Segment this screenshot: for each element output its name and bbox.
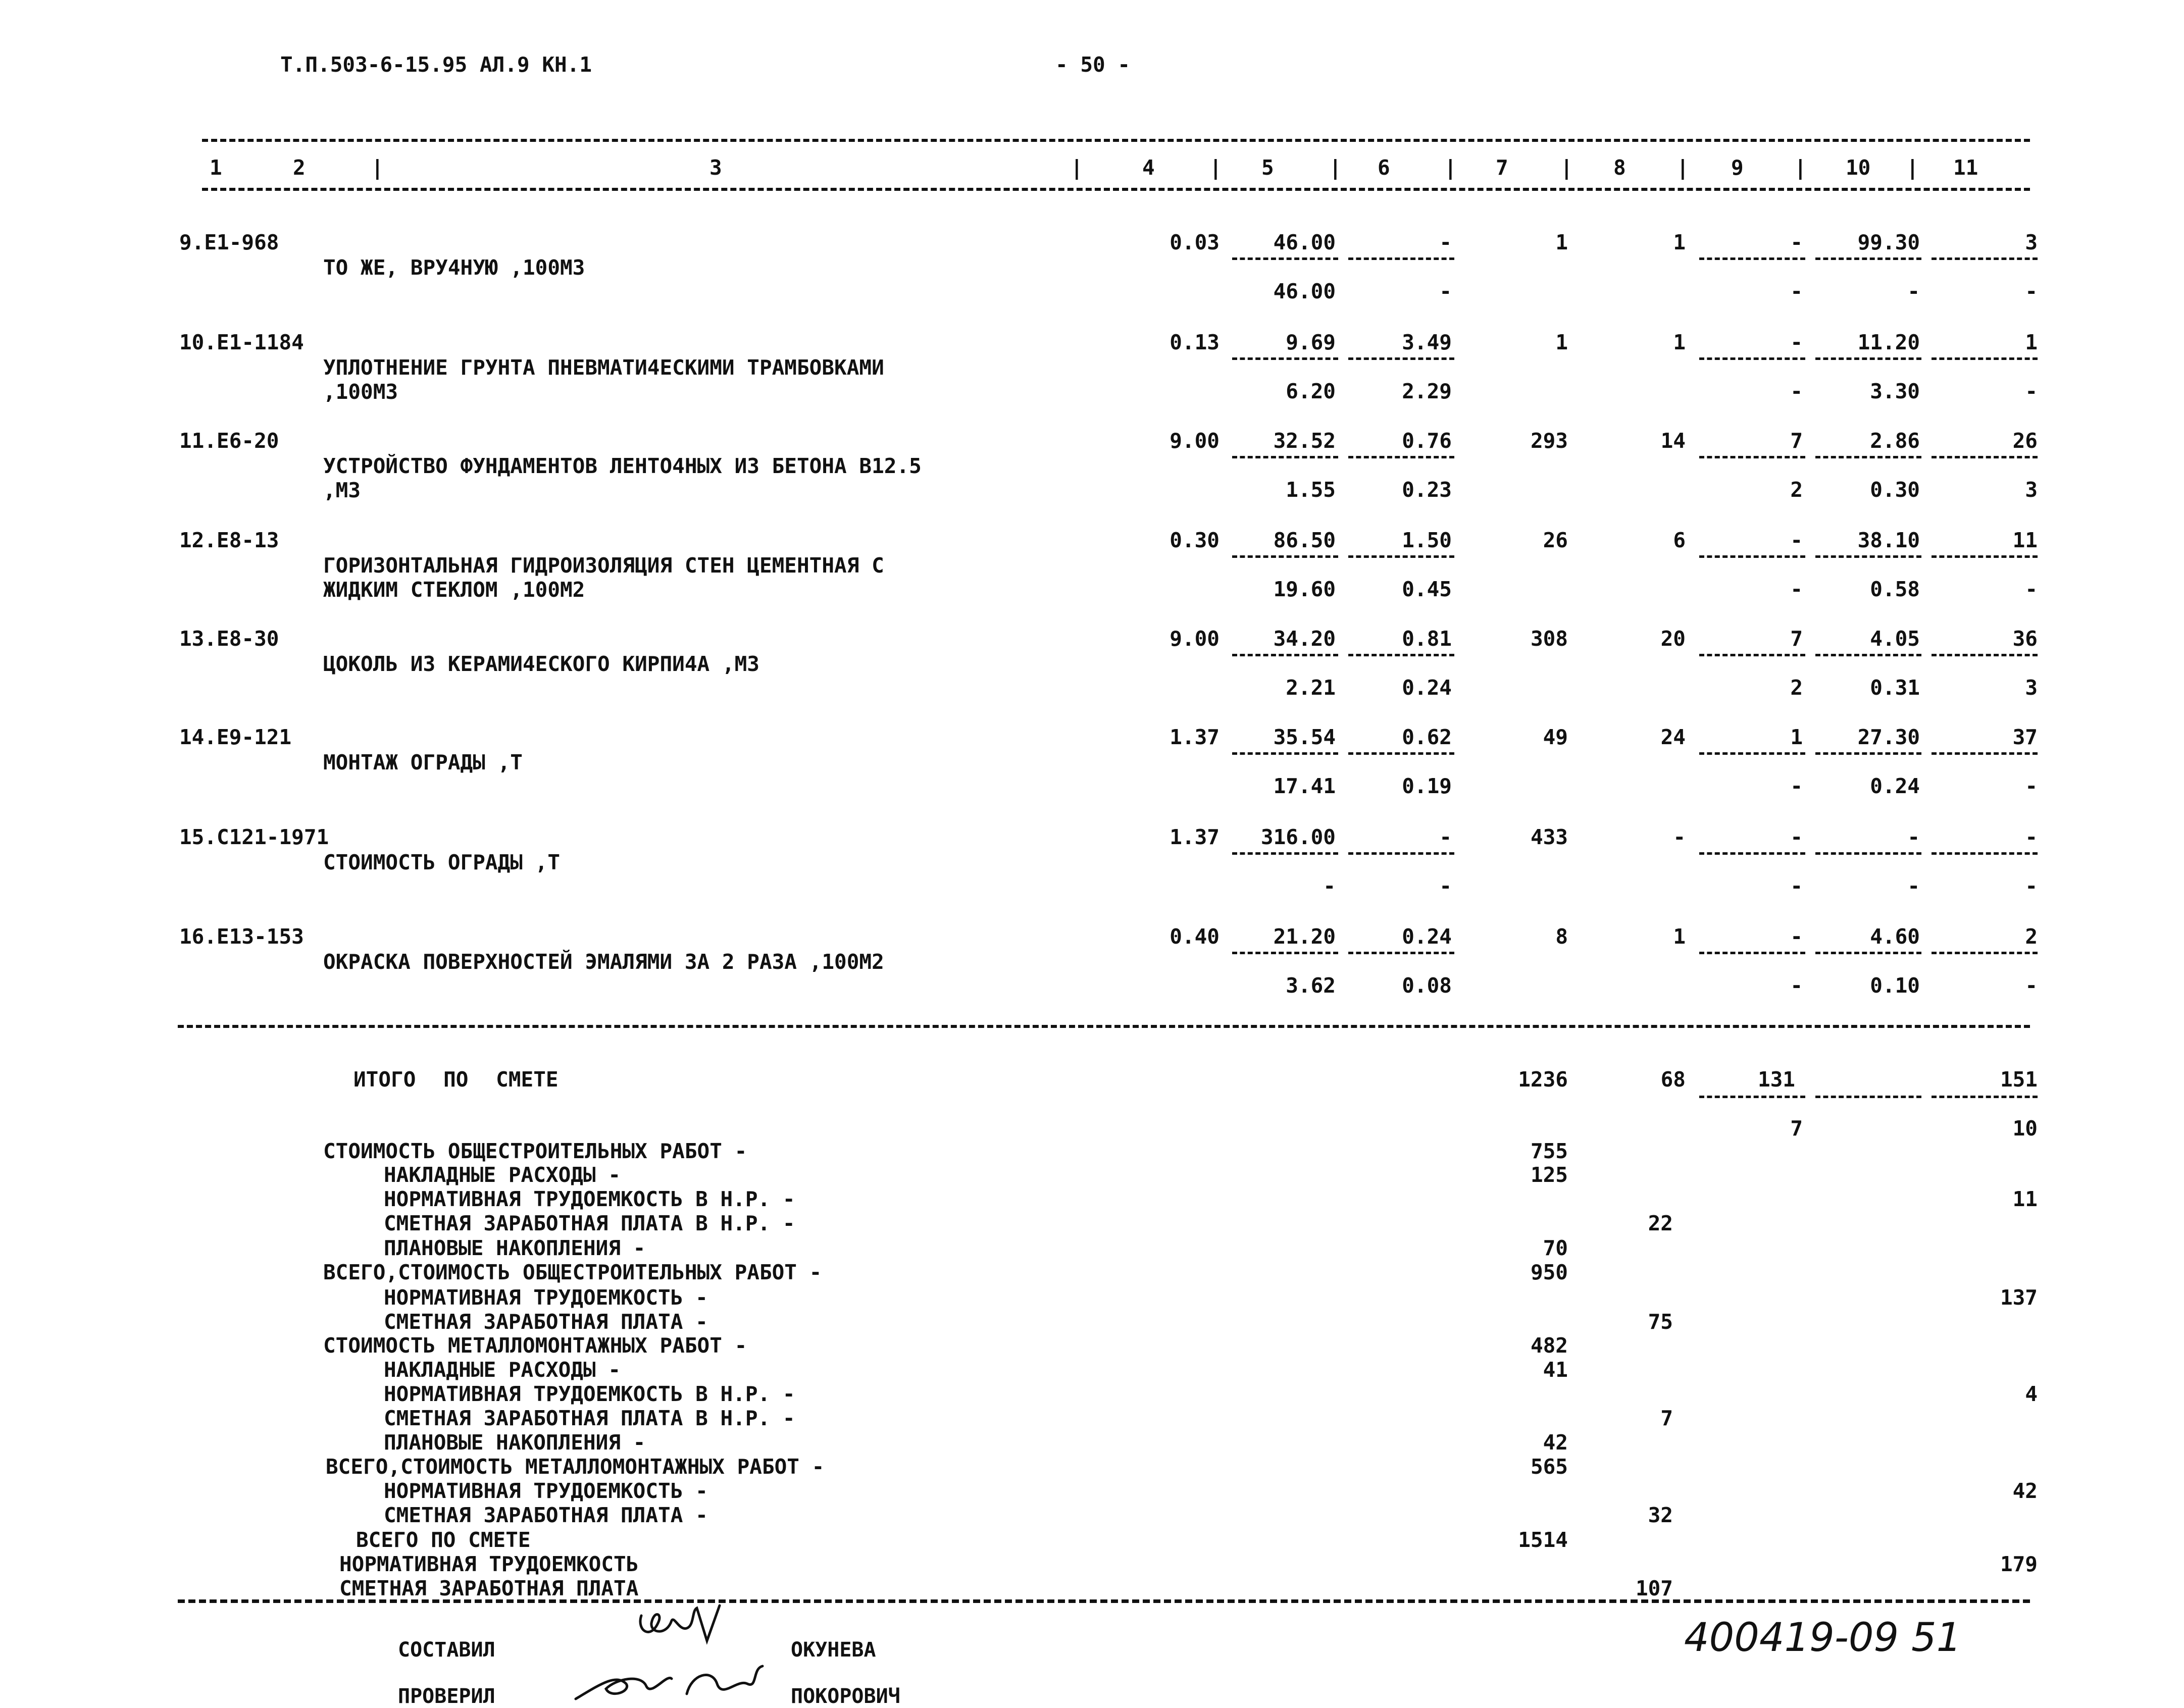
cell-col10-sub: -	[1907, 279, 1920, 303]
cell-col11: 36	[2012, 627, 2038, 651]
row-description: ,М3	[323, 478, 361, 502]
summary-label: НОРМАТИВНАЯ ТРУДОЕМКОСТЬ В Н.Р. -	[384, 1382, 795, 1406]
cell-col11-sub: -	[2025, 379, 2038, 403]
cell-rule	[1348, 357, 1454, 360]
cell-col11: 37	[2012, 725, 2038, 749]
cell-quantity: 1.37	[1170, 825, 1220, 849]
row-description: ,100М3	[323, 380, 398, 404]
column-separator: |	[1560, 156, 1573, 180]
summary-wages: 7	[1660, 1406, 1673, 1430]
summary-cost: 565	[1530, 1455, 1568, 1479]
row-code: 15.С121-1971	[179, 825, 329, 849]
column-number: 4	[1142, 156, 1155, 180]
cell-wages: 14	[1660, 429, 1686, 453]
cell-quantity: 0.03	[1170, 230, 1220, 254]
cell-unit-wage: 19.60	[1273, 577, 1336, 601]
cell-rule	[1815, 952, 1921, 954]
cell-rule	[1815, 257, 1921, 260]
cell-unit-cost: 9.69	[1286, 330, 1336, 354]
compiled-label: СОСТАВИЛ	[398, 1638, 495, 1662]
cell-col10-sub: 0.24	[1870, 774, 1920, 798]
totals-label: ИТОГО ПО СМЕТЕ	[353, 1067, 558, 1092]
cell-col10-sub: 0.30	[1870, 478, 1920, 502]
summary-cost: 125	[1530, 1163, 1568, 1187]
summary-cost: 41	[1543, 1358, 1568, 1382]
cell-machine-cost: 0.24	[1402, 924, 1452, 949]
summary-wages: 22	[1648, 1211, 1673, 1235]
cell-rule	[1932, 654, 2038, 656]
cell-rule	[1232, 752, 1338, 755]
footer-rule	[178, 1599, 2030, 1603]
summary-cost: 1514	[1518, 1528, 1568, 1552]
cell-rule	[1815, 357, 1921, 360]
summary-wages: 32	[1648, 1503, 1673, 1527]
column-number: 10	[1846, 156, 1871, 180]
row-description: ЦОКОЛЬ ИЗ КЕРАМИ4ЕСКОГО КИРПИ4А ,М3	[323, 652, 759, 676]
cell-col11-sub: 3	[2025, 676, 2038, 700]
column-number: 11	[1953, 156, 1978, 180]
totals-rule	[1932, 1096, 2038, 1098]
cell-machine-wage: -	[1439, 279, 1452, 303]
cell-col10: 38.10	[1857, 528, 1920, 552]
checked-label: ПРОВЕРИЛ	[398, 1685, 495, 1708]
cell-col9: -	[1790, 330, 1803, 354]
column-separator: |	[1906, 156, 1919, 180]
summary-label: СТОИМОСТЬ МЕТАЛЛОМОНТАЖНЫХ РАБОТ -	[323, 1333, 747, 1358]
cell-rule	[1232, 852, 1338, 855]
cell-col10: -	[1907, 825, 1920, 849]
cell-machine-wage: -	[1439, 874, 1452, 898]
cell-col9-sub: -	[1790, 279, 1803, 303]
column-number: 6	[1378, 156, 1390, 180]
cell-col9-sub: -	[1790, 774, 1803, 798]
signature-checked	[571, 1664, 783, 1704]
summary-label: СМЕТНАЯ ЗАРАБОТНАЯ ПЛАТА -	[384, 1503, 708, 1527]
row-code: 16.Е13-153	[179, 924, 304, 949]
header-bottom-rule	[202, 188, 2030, 191]
cell-quantity: 9.00	[1170, 429, 1220, 453]
totals-col11-sub: 10	[2012, 1116, 2038, 1141]
cell-rule	[1932, 357, 2038, 360]
summary-labor: 42	[2012, 1479, 2038, 1503]
cell-col9: -	[1790, 924, 1803, 949]
cell-rule	[1815, 752, 1921, 755]
cell-col9: 1	[1790, 725, 1803, 749]
summary-label: СМЕТНАЯ ЗАРАБОТНАЯ ПЛАТА -	[384, 1310, 708, 1334]
summary-label: НАКЛАДНЫЕ РАСХОДЫ -	[384, 1358, 621, 1382]
cell-machine-cost: 3.49	[1402, 330, 1452, 354]
row-description: СТОИМОСТЬ ОГРАДЫ ,Т	[323, 850, 560, 874]
cell-quantity: 0.40	[1170, 924, 1220, 949]
cell-wages: 1	[1673, 330, 1686, 354]
cell-col10-sub: -	[1907, 874, 1920, 898]
cell-col9: -	[1790, 230, 1803, 254]
cell-machine-cost: 1.50	[1402, 528, 1452, 552]
cell-rule	[1699, 852, 1805, 855]
row-code: 13.Е8-30	[179, 627, 279, 651]
cell-unit-wage: 1.55	[1286, 478, 1336, 502]
row-description: ТО ЖЕ, ВРУ4НУЮ ,100М3	[323, 255, 585, 280]
cell-col10-sub: 0.10	[1870, 973, 1920, 998]
cell-col9-sub: 2	[1790, 676, 1803, 700]
cell-machine-wage: 0.23	[1402, 478, 1452, 502]
cell-total-cost: 308	[1530, 627, 1568, 651]
cell-rule	[1932, 456, 2038, 458]
cell-rule	[1699, 456, 1805, 458]
cell-quantity: 0.13	[1170, 330, 1220, 354]
cell-unit-wage: 2.21	[1286, 676, 1336, 700]
summary-label: НОРМАТИВНАЯ ТРУДОЕМКОСТЬ	[339, 1552, 639, 1576]
cell-col11-sub: -	[2025, 774, 2038, 798]
summary-label: ВСЕГО,СТОИМОСТЬ ОБЩЕСТРОИТЕЛЬНЫХ РАБОТ -	[323, 1260, 822, 1284]
header-top-rule	[202, 139, 2030, 142]
summary-label: СМЕТНАЯ ЗАРАБОТНАЯ ПЛАТА	[339, 1576, 639, 1600]
cell-col11-sub: -	[2025, 874, 2038, 898]
cell-machine-cost: 0.62	[1402, 725, 1452, 749]
cell-machine-wage: 0.24	[1402, 676, 1452, 700]
cell-rule	[1932, 952, 2038, 954]
summary-label: ВСЕГО,СТОИМОСТЬ МЕТАЛЛОМОНТАЖНЫХ РАБОТ -	[326, 1455, 825, 1479]
totals-wages: 68	[1660, 1067, 1686, 1092]
totals-rule	[178, 1025, 2030, 1028]
signature-compiled	[631, 1600, 732, 1656]
cell-total-cost: 1	[1555, 330, 1568, 354]
cell-total-cost: 293	[1530, 429, 1568, 453]
cell-unit-cost: 34.20	[1273, 627, 1336, 651]
cell-rule	[1699, 555, 1805, 558]
cell-col11-sub: -	[2025, 577, 2038, 601]
cell-rule	[1348, 456, 1454, 458]
cell-quantity: 0.30	[1170, 528, 1220, 552]
cell-rule	[1815, 456, 1921, 458]
cell-unit-cost: 35.54	[1273, 725, 1336, 749]
cell-rule	[1815, 555, 1921, 558]
row-code: 14.Е9-121	[179, 725, 292, 749]
summary-cost: 482	[1530, 1333, 1568, 1358]
cell-col11: 11	[2012, 528, 2038, 552]
row-description: УСТРОЙСТВО ФУНДАМЕНТОВ ЛЕНТО4НЫХ ИЗ БЕТОНА В12.5	[323, 454, 922, 478]
column-separator: |	[1677, 156, 1689, 180]
cell-machine-wage: 0.19	[1402, 774, 1452, 798]
cell-col9-sub: -	[1790, 874, 1803, 898]
cell-machine-wage: 2.29	[1402, 379, 1452, 403]
column-separator: |	[371, 156, 384, 180]
summary-wages: 107	[1635, 1576, 1673, 1600]
cell-total-cost: 49	[1543, 725, 1568, 749]
cell-col11: 26	[2012, 429, 2038, 453]
cell-machine-wage: 0.45	[1402, 577, 1452, 601]
cell-unit-wage: 17.41	[1273, 774, 1336, 798]
cell-wages: -	[1673, 825, 1686, 849]
summary-label: СМЕТНАЯ ЗАРАБОТНАЯ ПЛАТА В Н.Р. -	[384, 1211, 795, 1235]
cell-rule	[1932, 752, 2038, 755]
cell-machine-cost: 0.76	[1402, 429, 1452, 453]
cell-col10: 11.20	[1857, 330, 1920, 354]
cell-rule	[1232, 456, 1338, 458]
cell-quantity: 1.37	[1170, 725, 1220, 749]
cell-rule	[1699, 752, 1805, 755]
cell-total-cost: 1	[1555, 230, 1568, 254]
cell-col9-sub: 2	[1790, 478, 1803, 502]
column-separator: |	[1209, 156, 1222, 180]
cell-rule	[1232, 555, 1338, 558]
row-description: ОКРАСКА ПОВЕРХНОСТЕЙ ЭМАЛЯМИ ЗА 2 РАЗА ,100М2	[323, 950, 884, 974]
summary-label: ПЛАНОВЫЕ НАКОПЛЕНИЯ -	[384, 1236, 646, 1260]
column-separator: |	[1071, 156, 1083, 180]
column-number: 7	[1496, 156, 1508, 180]
cell-rule	[1932, 852, 2038, 855]
summary-labor: 4	[2025, 1382, 2038, 1406]
cell-rule	[1348, 555, 1454, 558]
cell-machine-wage: 0.08	[1402, 973, 1452, 998]
row-code: 12.Е8-13	[179, 528, 279, 552]
cell-rule	[1815, 852, 1921, 855]
row-code: 10.Е1-1184	[179, 330, 304, 354]
cell-wages: 1	[1673, 924, 1686, 949]
summary-cost: 70	[1543, 1236, 1568, 1260]
page-number: - 50 -	[1055, 53, 1131, 77]
cell-col9-sub: -	[1790, 577, 1803, 601]
cell-col11-sub: -	[2025, 279, 2038, 303]
cell-rule	[1699, 654, 1805, 656]
row-description: УПЛОТНЕНИЕ ГРУНТА ПНЕВМАТИ4ЕСКИМИ ТРАМБОВКАМИ	[323, 355, 884, 380]
cell-rule	[1815, 654, 1921, 656]
cell-wages: 6	[1673, 528, 1686, 552]
cell-rule	[1932, 555, 2038, 558]
column-separator: |	[1444, 156, 1457, 180]
cell-col10: 4.60	[1870, 924, 1920, 949]
column-separator: |	[1329, 156, 1342, 180]
cell-unit-wage: 46.00	[1273, 279, 1336, 303]
summary-label: НОРМАТИВНАЯ ТРУДОЕМКОСТЬ -	[384, 1479, 708, 1503]
cell-machine-cost: 0.81	[1402, 627, 1452, 651]
row-description: ЖИДКИМ СТЕКЛОМ ,100М2	[323, 578, 585, 602]
summary-label: СМЕТНАЯ ЗАРАБОТНАЯ ПЛАТА В Н.Р. -	[384, 1406, 795, 1430]
cell-rule	[1232, 257, 1338, 260]
totals-rule	[1699, 1096, 1805, 1098]
cell-total-cost: 433	[1530, 825, 1568, 849]
column-number: 2	[293, 156, 306, 180]
cell-col11-sub: -	[2025, 973, 2038, 998]
cell-col10-sub: 0.31	[1870, 676, 1920, 700]
summary-labor: 11	[2012, 1187, 2038, 1211]
summary-cost: 755	[1530, 1139, 1568, 1163]
cell-rule	[1232, 952, 1338, 954]
document-code: Т.П.503-6-15.95 АЛ.9 КН.1	[280, 53, 592, 77]
summary-labor: 179	[2000, 1552, 2038, 1576]
summary-label: ПЛАНОВЫЕ НАКОПЛЕНИЯ -	[384, 1430, 646, 1455]
totals-cost: 1236	[1518, 1067, 1568, 1092]
row-code: 9.Е1-968	[179, 230, 279, 254]
cell-col11: 1	[2025, 330, 2038, 354]
summary-label: ВСЕГО ПО СМЕТЕ	[356, 1528, 531, 1552]
summary-label: НАКЛАДНЫЕ РАСХОДЫ -	[384, 1163, 621, 1187]
summary-label: НОРМАТИВНАЯ ТРУДОЕМКОСТЬ -	[384, 1285, 708, 1310]
cell-machine-cost: -	[1439, 230, 1452, 254]
summary-cost: 950	[1530, 1260, 1568, 1284]
cell-rule	[1348, 752, 1454, 755]
cell-col9-sub: -	[1790, 973, 1803, 998]
cell-col11: 3	[2025, 230, 2038, 254]
summary-cost: 42	[1543, 1430, 1568, 1455]
cell-col11-sub: 3	[2025, 478, 2038, 502]
cell-rule	[1348, 654, 1454, 656]
cell-col10: 4.05	[1870, 627, 1920, 651]
cell-unit-cost: 86.50	[1273, 528, 1336, 552]
row-code: 11.Е6-20	[179, 429, 279, 453]
compiled-name: ОКУНЕВА	[791, 1638, 876, 1662]
cell-col10: 99.30	[1857, 230, 1920, 254]
cell-quantity: 9.00	[1170, 627, 1220, 651]
cell-machine-cost: -	[1439, 825, 1452, 849]
cell-rule	[1932, 257, 2038, 260]
column-number: 9	[1731, 156, 1744, 180]
row-description: МОНТАЖ ОГРАДЫ ,Т	[323, 750, 523, 774]
cell-rule	[1348, 952, 1454, 954]
summary-label: СТОИМОСТЬ ОБЩЕСТРОИТЕЛЬНЫХ РАБОТ -	[323, 1139, 747, 1163]
cell-unit-cost: 21.20	[1273, 924, 1336, 949]
cell-unit-cost: 32.52	[1273, 429, 1336, 453]
cell-wages: 24	[1660, 725, 1686, 749]
stamp-number: 400419-09 51	[1684, 1615, 1962, 1661]
cell-rule	[1232, 357, 1338, 360]
column-number: 1	[210, 156, 222, 180]
cell-col9: -	[1790, 825, 1803, 849]
cell-rule	[1348, 852, 1454, 855]
cell-col10: 2.86	[1870, 429, 1920, 453]
cell-col10-sub: 3.30	[1870, 379, 1920, 403]
column-number: 3	[709, 156, 722, 180]
cell-rule	[1699, 357, 1805, 360]
cell-col9: 7	[1790, 429, 1803, 453]
totals-rule	[1815, 1096, 1921, 1098]
cell-unit-wage: -	[1323, 874, 1336, 898]
cell-rule	[1348, 257, 1454, 260]
cell-unit-wage: 6.20	[1286, 379, 1336, 403]
cell-wages: 1	[1673, 230, 1686, 254]
cell-rule	[1699, 257, 1805, 260]
cell-unit-cost: 316.00	[1260, 825, 1336, 849]
cell-total-cost: 8	[1555, 924, 1568, 949]
summary-labor: 137	[2000, 1285, 2038, 1310]
cell-col11: -	[2025, 825, 2038, 849]
summary-wages: 75	[1648, 1310, 1673, 1334]
cell-col9: -	[1790, 528, 1803, 552]
column-number: 8	[1613, 156, 1626, 180]
cell-rule	[1699, 952, 1805, 954]
cell-rule	[1232, 654, 1338, 656]
checked-name: ПОКОРОВИЧ	[791, 1685, 900, 1708]
row-description: ГОРИЗОНТАЛЬНАЯ ГИДРОИЗОЛЯЦИЯ СТЕН ЦЕМЕНТНАЯ С	[323, 553, 884, 578]
column-number: 5	[1261, 156, 1274, 180]
totals-col9-sub: 7	[1790, 1116, 1803, 1141]
cell-unit-wage: 3.62	[1286, 973, 1336, 998]
column-separator: |	[1794, 156, 1807, 180]
cell-col10-sub: 0.58	[1870, 577, 1920, 601]
cell-col9-sub: -	[1790, 379, 1803, 403]
totals-col9: 131	[1757, 1067, 1795, 1092]
cell-unit-cost: 46.00	[1273, 230, 1336, 254]
cell-total-cost: 26	[1543, 528, 1568, 552]
cell-wages: 20	[1660, 627, 1686, 651]
cell-col11: 2	[2025, 924, 2038, 949]
totals-col11: 151	[2000, 1067, 2038, 1092]
summary-label: НОРМАТИВНАЯ ТРУДОЕМКОСТЬ В Н.Р. -	[384, 1187, 795, 1211]
cell-col9: 7	[1790, 627, 1803, 651]
cell-col10: 27.30	[1857, 725, 1920, 749]
